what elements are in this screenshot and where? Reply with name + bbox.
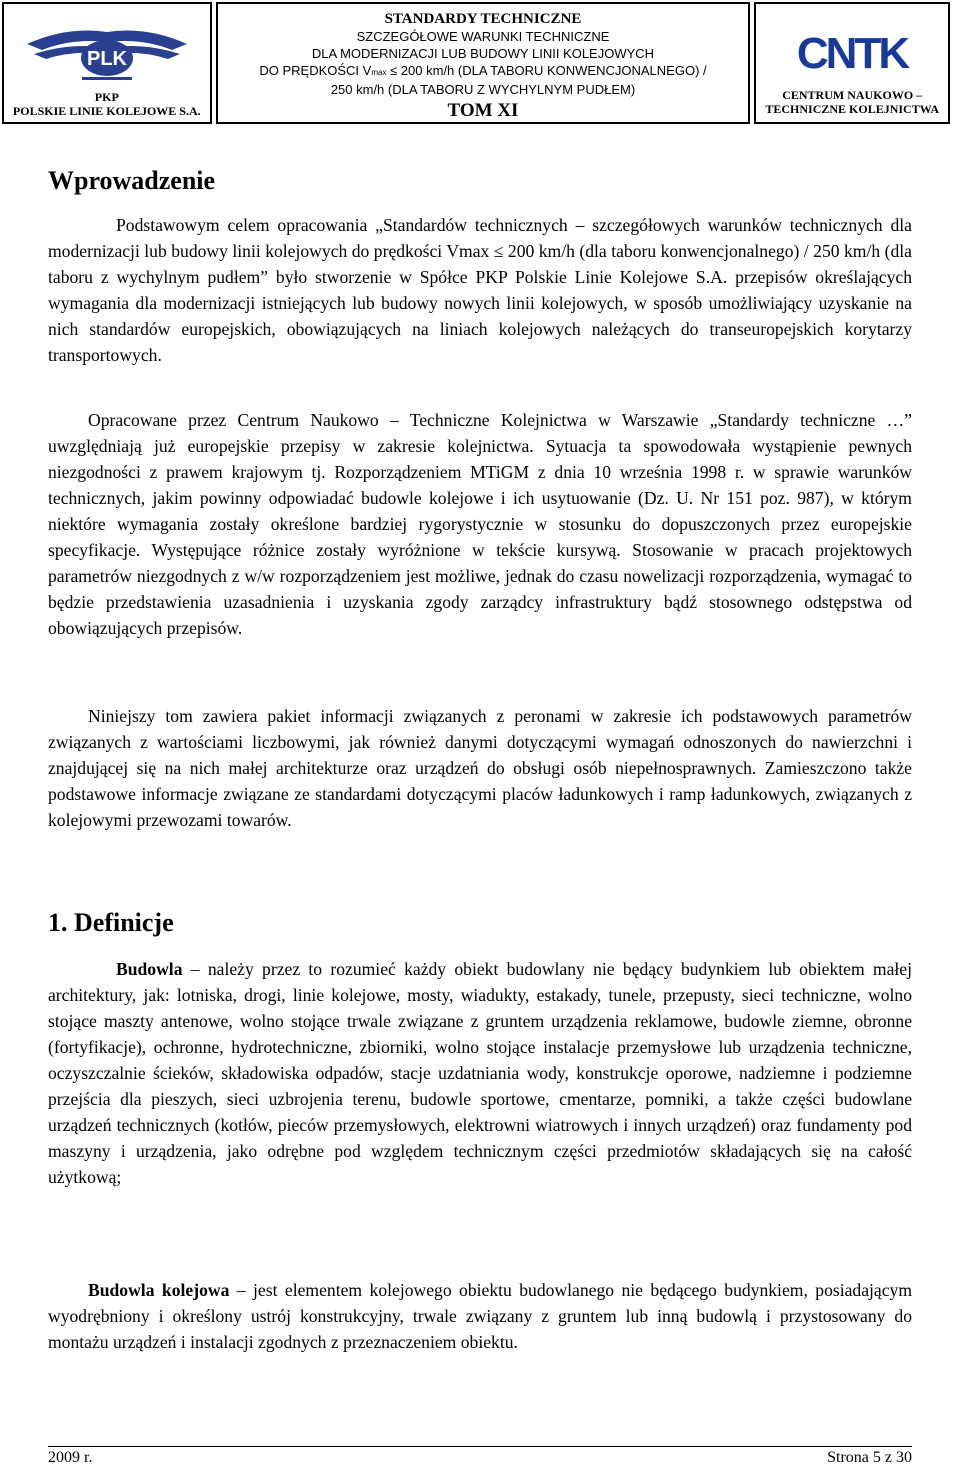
svg-text:PLK: PLK bbox=[86, 48, 127, 70]
footer-page-number: Strona 5 z 30 bbox=[827, 1449, 912, 1466]
page-header bbox=[2, 2, 950, 124]
section-heading-definicje: 1. Definicje bbox=[48, 908, 174, 937]
title-line-4: DO PRĘDKOŚCI Vmax ≤ 200 km/h (DLA TABORU KONWENCJONALNEGO) / bbox=[259, 63, 707, 78]
plk-company-pkp: PKP bbox=[94, 90, 119, 104]
document-title-cell bbox=[216, 2, 751, 124]
intro-paragraph-3: Niniejszy tom zawiera pakiet informacji związanych z peronami w zakresie ich podstawowych parametrów związanych z wartościami liczbowymi, jak również danymi dotyczącymi wymagań odnoszonych do nawierzchni i znajdującej się na nich małej architekturze oraz urządzeń do obsługi osób niepełnosprawnych. Zamieszczono także podstawowe informacje związane ze standardami dotyczącymi placów ładunkowych i ramp ładunkowych, związanych z kolejowymi przewozami towarów. bbox=[48, 706, 912, 830]
cntk-name-line-1: CENTRUM NAUKOWO – bbox=[782, 88, 923, 102]
title-line-3: DLA MODERNIZACJI LUB BUDOWY LINII KOLEJOWYCH bbox=[311, 46, 655, 61]
volume-label: TOM XI bbox=[447, 100, 519, 121]
definition-term-budowla: Budowla bbox=[116, 959, 183, 979]
definition-text-budowla-kolejowa: – jest elementem kolejowego obiektu budowlanego nie będącego budynkiem, posiadającym wyodrębniony i określony ustrój konstrukcyjny, trwale związany z gruntem lub inną budowlą i przystosowany do montażu urządzeń i instalacji zgodnych z przeznaczeniem obiektu. bbox=[48, 1280, 913, 1352]
cntk-logo-cell bbox=[754, 2, 950, 124]
definition-term-budowla-kolejowa: Budowla kolejowa bbox=[88, 1280, 230, 1300]
cntk-logo-icon bbox=[797, 24, 908, 78]
title-line-2: SZCZEGÓŁOWE WARUNKI TECHNICZNE bbox=[356, 29, 610, 44]
definition-text-budowla: – należy przez to rozumieć każdy obiekt budowlany nie będący budynkiem lub obiektem małej architektury, jak: lotniska, drogi, linie kolejowe, mosty, wiadukty, estakady, tunele, przepusty, sieci techniczne, wolno stojące maszty antenowe, wolno stojące trwale związane z gruntem urządzenia reklamowe, budowle ziemne, obronne (fortyfikacje), ochronne, hydrotechniczne, zbiorniki, wolno stojące instalacje przemysłowe lub urządzenia techniczne, oczyszczalnie ścieków, składowiska odpadów, stacje uzdatniania wody, konstrukcje oporowe, nadziemne i podziemne przejścia dla pieszych, sieci uzbrojenia terenu, budowle sportowe, cmentarze, pomniki, a także części budowlane urządzeń technicznych (kotłów, pieców przemysłowych, elektrowni wiatrowych i innych urządzeń) oraz fundamenty pod maszyny i urządzenia, jako odrębne pod względem technicznym części przedmiotów składających się na całość użytkową; bbox=[48, 959, 912, 1187]
plk-company-name: POLSKIE LINIE KOLEJOWE S.A. bbox=[12, 104, 201, 118]
intro-paragraph-2: Opracowane przez Centrum Naukowo – Techniczne Kolejnictwa w Warszawie „Standardy techniczne …” uwzględniają już europejskie przepisy w zakresie kolejnictwa. Sytuacja ta spowodowała wystąpienie pewnych niezgodności z prawem krajowym tj. Rozporządzeniem MTiGM z dnia 10 września 1998 r. w sprawie warunków technicznych, jakim powinny odpowiadać budowle kolejowe i ich usytuowanie (Dz. U. Nr 151 poz. 987), w którym niektóre wymagania zostały określone bardziej rygorystycznie w stosunku do dopuszczonych przez europejskie specyfikacje. Występujące różnice zostały wyróżnione w tekście kursywą. Stosowanie w pracach projektowych parametrów niezgodnych z w/w rozporządzeniem jest możliwe, jednak do czasu nowelizacji rozporządzenia, wymagać to będzie przedstawienia uzasadnienia i uzyskania zgody zarządcy infrastruktury bądź stosownego odstępstwa od obowiązujących przepisów. bbox=[48, 410, 912, 638]
plk-logo-cell bbox=[2, 2, 212, 124]
definition-budowla-kolejowa bbox=[48, 1277, 912, 1355]
intro-paragraph-1: Podstawowym celem opracowania „Standardów technicznych – szczegółowych warunków technicznych dla modernizacji lub budowy linii kolejowych do prędkości Vmax ≤ 200 km/h (dla taboru konwencjonalnego) / 250 km/h (dla taboru z wychylnym pudłem” było stworzenie w Spółce PKP Polskie Linie Kolejowe S.A. przepisów określających wymagania dla modernizacji istniejących lub budowy nowych linii kolejowych, w sposób umożliwiający uzyskanie na nich standardów europejskich, obowiązujących na liniach kolejowych należących do transeuropejskich korytarzy transportowych. bbox=[48, 215, 912, 365]
page-footer bbox=[48, 1446, 912, 1466]
definition-budowla bbox=[48, 956, 912, 1190]
cntk-name-line-2: TECHNICZNE KOLEJNICTWA bbox=[765, 102, 940, 116]
section-heading-wprowadzenie: Wprowadzenie bbox=[48, 166, 216, 195]
standard-title: STANDARDY TECHNICZNE bbox=[384, 11, 582, 27]
plk-logo-icon bbox=[22, 22, 192, 84]
footer-year: 2009 r. bbox=[48, 1449, 93, 1466]
title-line-5: 250 km/h (DLA TABORU Z WYCHYLNYM PUDŁEM) bbox=[330, 82, 636, 97]
svg-text:CNTK: CNTK bbox=[797, 29, 908, 78]
